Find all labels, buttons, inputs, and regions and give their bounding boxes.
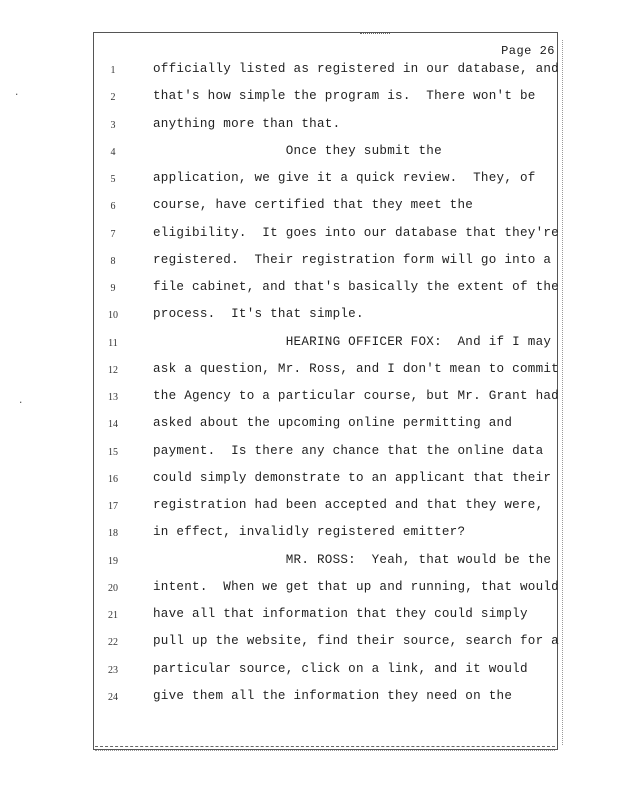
line-number: 24 [108, 691, 118, 703]
line-number: 6 [110, 201, 116, 213]
line-text: pull up the website, find their source, search for a [153, 634, 559, 649]
line-text: Once they submit the [153, 143, 442, 158]
line-text: officially listed as registered in our database, and [153, 62, 559, 76]
line-text: eligibility. It goes into our database that they're [153, 225, 559, 240]
line-text: particular source, click on a link, and it would [153, 661, 528, 676]
line-text: that's how simple the program is. There won't be [153, 89, 536, 104]
line-text: MR. ROSS: Yeah, that would be the [153, 552, 552, 567]
line-text: registration had been accepted and that they were, [153, 498, 544, 512]
line-text: course, have certified that they meet the [153, 198, 474, 213]
line-text: could simply demonstrate to an applicant that their [153, 470, 552, 485]
line-number: 16 [108, 473, 118, 485]
line-number: 4 [110, 146, 116, 158]
line-number: 11 [108, 337, 118, 349]
line-number: 21 [108, 610, 118, 621]
line-text: have all that information that they could simply [153, 607, 528, 621]
line-number: 8 [110, 255, 116, 267]
line-text: anything more than that. [153, 116, 341, 131]
line-text: in effect, invalidly registered emitter? [153, 525, 466, 540]
line-text: intent. When we get that up and running, that would [153, 579, 559, 594]
line-number: 7 [110, 228, 116, 240]
line-text: HEARING OFFICER FOX: And if I may [153, 334, 552, 349]
line-number: 5 [110, 174, 116, 185]
line-text: payment. Is there any chance that the online data [153, 443, 544, 458]
scan-edge-noise [562, 40, 563, 745]
line-number: 15 [108, 446, 118, 458]
scan-speckle [360, 33, 390, 34]
line-text: asked about the upcoming online permitting and [153, 416, 513, 431]
line-number: 17 [108, 501, 118, 512]
line-number: 23 [108, 664, 118, 676]
line-text: give them all the information they need on the [153, 688, 513, 703]
line-text: application, we give it a quick review. They, of [153, 171, 536, 185]
line-text: registered. Their registration form will go into a [153, 252, 552, 267]
line-number: 2 [110, 92, 116, 104]
line-number: 19 [108, 555, 118, 567]
line-text: process. It's that simple. [153, 307, 364, 322]
bottom-rule [95, 746, 555, 751]
line-number: 12 [108, 364, 118, 376]
line-number: 18 [108, 528, 118, 540]
line-number: 14 [108, 419, 118, 431]
line-number: 9 [110, 283, 116, 294]
page-number: Page 26 [501, 44, 555, 58]
margin-mark: · [18, 398, 24, 408]
line-number: 3 [110, 119, 116, 131]
line-text: the Agency to a particular course, but Mr. Grant had [153, 389, 559, 403]
line-number: 1 [110, 65, 116, 76]
line-number: 10 [108, 310, 118, 322]
line-number: 20 [108, 582, 118, 594]
line-number: 13 [108, 392, 118, 403]
line-number: 22 [108, 637, 118, 649]
line-text: file cabinet, and that's basically the extent of the [153, 280, 559, 294]
margin-mark: · [14, 90, 20, 100]
line-text: ask a question, Mr. Ross, and I don't mean to commit [153, 361, 559, 376]
